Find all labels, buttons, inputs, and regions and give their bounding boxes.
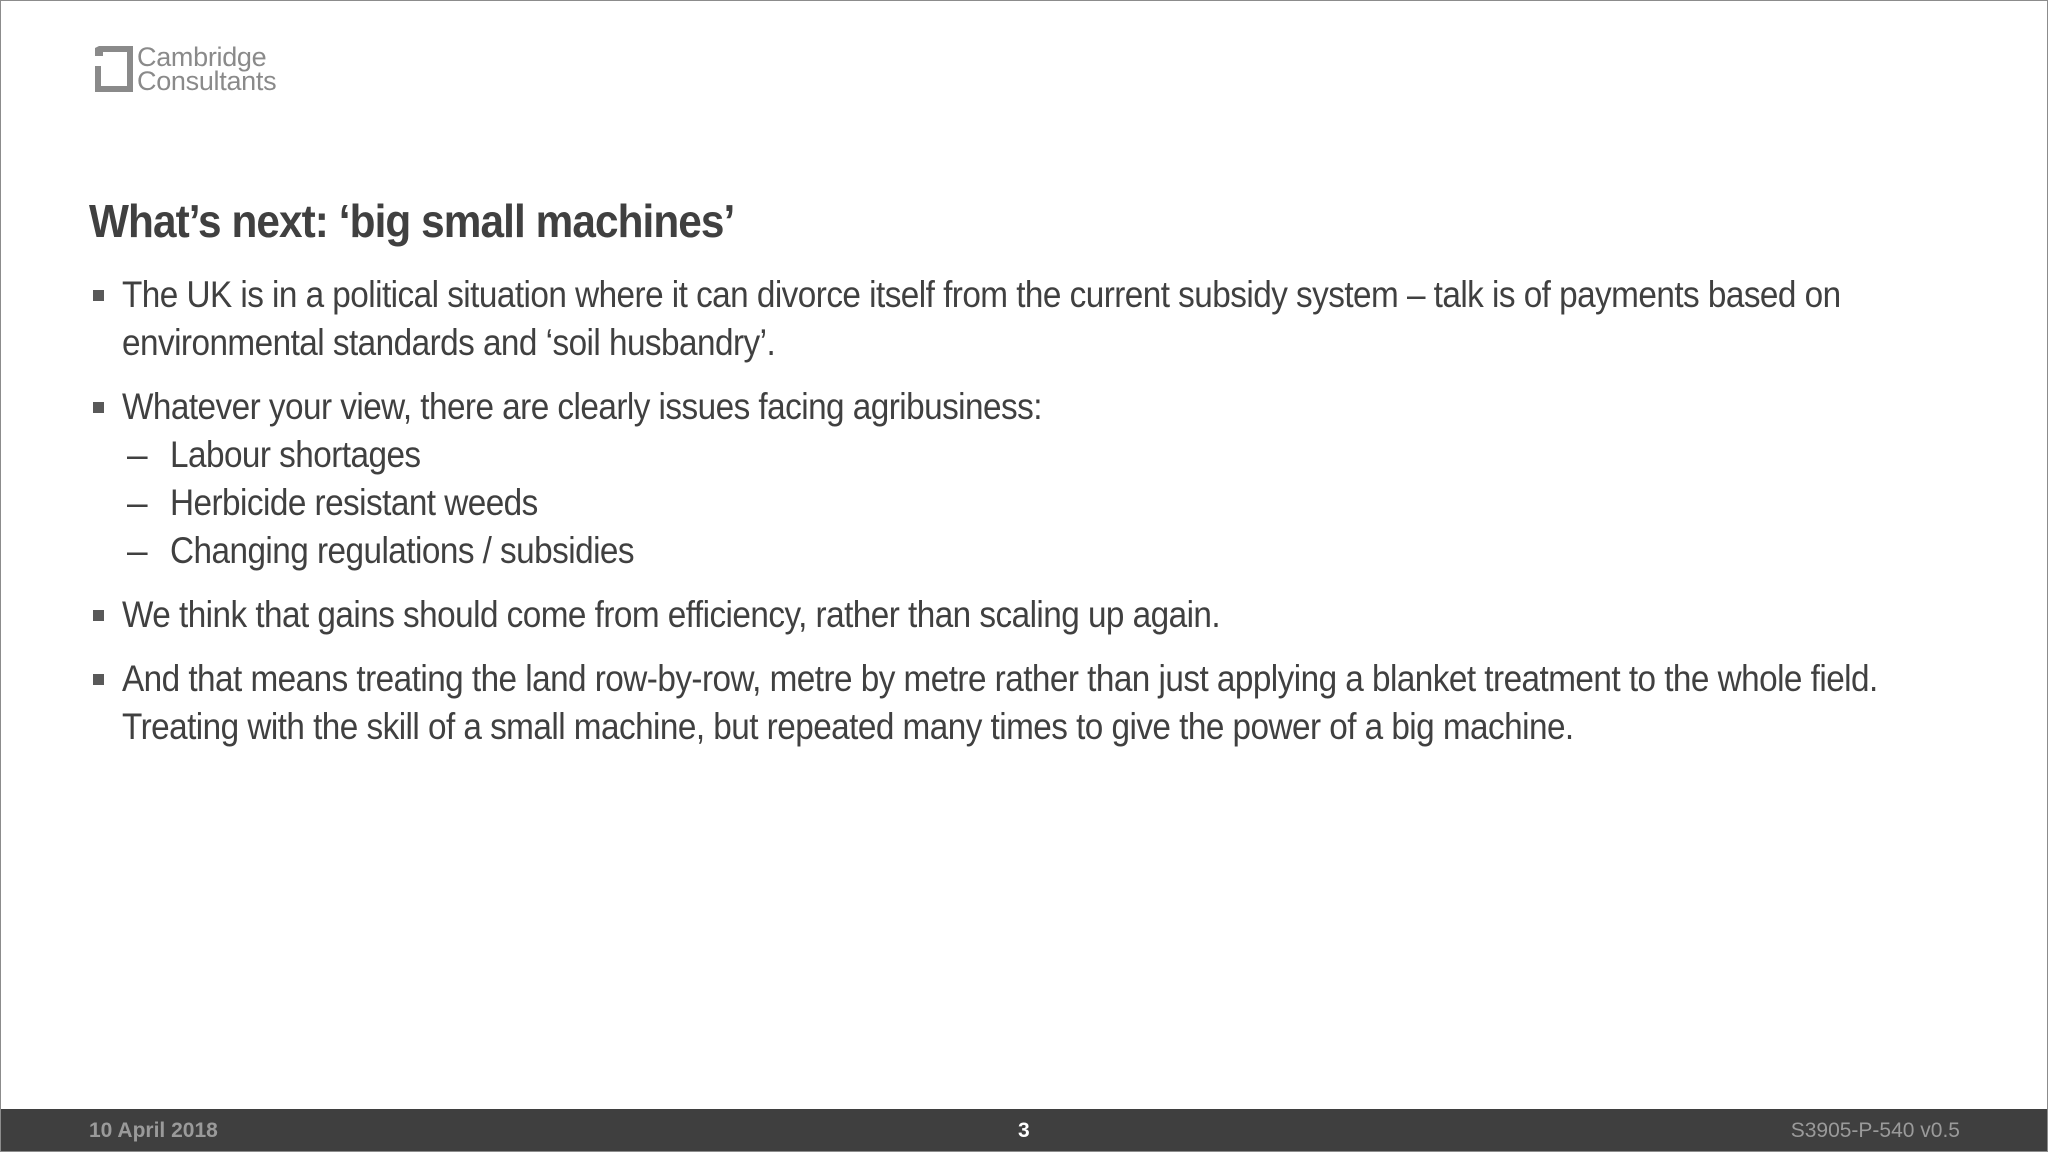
sub-bullet-text: Herbicide resistant weeds [170,482,538,523]
document-reference: S3905-P-540 v0.5 [1790,1119,1960,1142]
bullet-item [89,271,1969,367]
bullet-square-icon [93,402,104,413]
bullet-square-icon [93,290,104,301]
cambridge-consultants-logo-icon [89,44,133,94]
page-number: 3 [1018,1119,1030,1142]
bullet-item [89,655,1969,751]
logo-line-1: Cambridge [137,42,267,72]
logo-line-2: Consultants [137,66,277,96]
bullet-square-icon [93,674,104,685]
slide-body [89,271,1969,767]
footer-date: 10 April 2018 [89,1119,218,1142]
sub-bullet-item [122,527,1969,575]
slide-footer [1,1109,2047,1151]
sub-bullet-list [122,431,1969,575]
slide-title: What’s next: ‘big small machines’ [89,195,735,247]
sub-bullet-item [122,479,1969,527]
sub-bullet-text: Changing regulations / subsidies [170,530,635,571]
company-logo [89,43,276,95]
bullet-square-icon [93,610,104,621]
bullet-text: Whatever your view, there are clearly issues facing agribusiness: [122,386,1042,427]
bullet-text: And that means treating the land row-by-row, metre by metre rather than just applying a blanket treatment to the whole field. Treating with the skill of a small machine, but repeated many times to give the power of a big machine. [122,658,1878,747]
bullet-item [89,591,1969,639]
dash-marker: – [127,434,147,475]
bullet-item [89,383,1969,575]
sub-bullet-text: Labour shortages [170,434,421,475]
dash-marker: – [127,482,147,523]
bullet-text: The UK is in a political situation where it can divorce itself from the current subsidy system – talk is of payments based on environmental standards and ‘soil husbandry’. [122,274,1841,363]
logo-wordmark [137,42,277,96]
dash-marker: – [127,530,147,571]
bullet-text: We think that gains should come from efficiency, rather than scaling up again. [122,594,1221,635]
sub-bullet-item [122,431,1969,479]
